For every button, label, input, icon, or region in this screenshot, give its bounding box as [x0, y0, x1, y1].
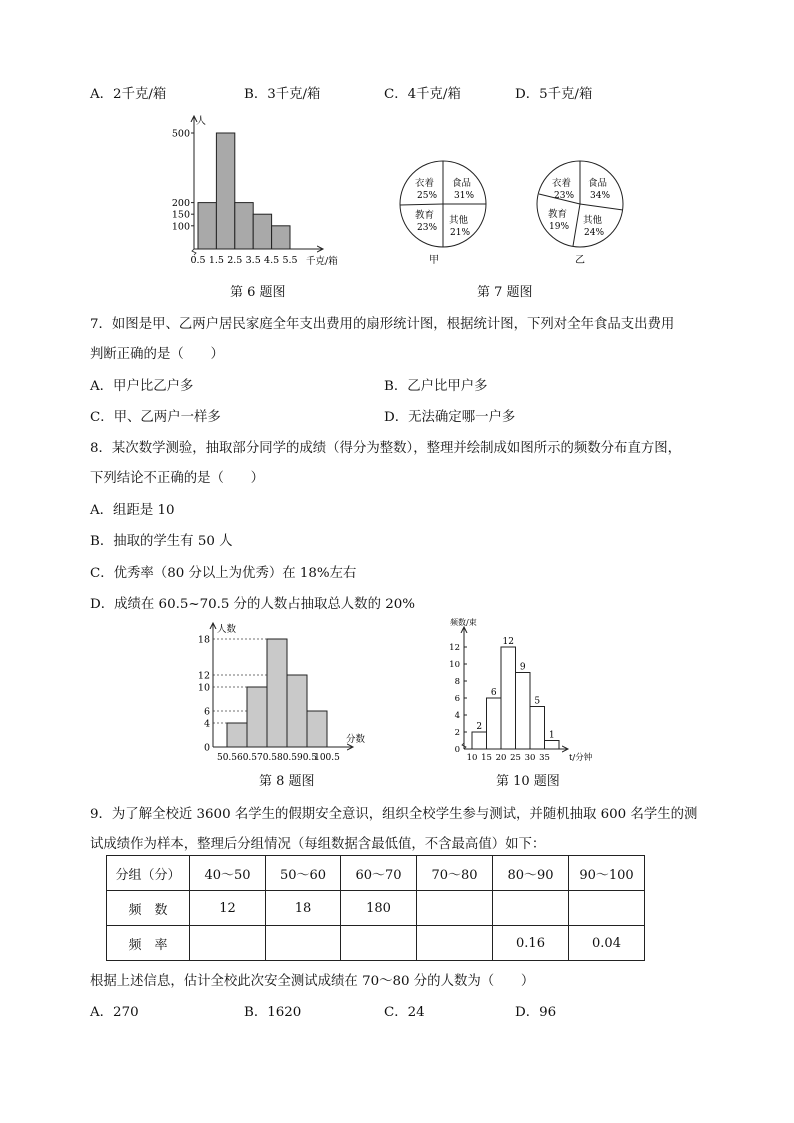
- fig6-ylabel: 人: [196, 116, 206, 127]
- fig6-ytick-label: 500: [171, 128, 190, 140]
- q9-cell: 18: [266, 891, 341, 926]
- q8-option-c: C．优秀率（80 分以上为优秀）在 18%左右: [90, 566, 357, 581]
- q9-option-b: B．1620: [244, 1005, 302, 1020]
- fig8-xlabel: 分数: [346, 734, 366, 745]
- fig6-bar: [216, 133, 234, 249]
- q9-cell: 0.16: [493, 926, 569, 961]
- q9-table-row-frequency: [107, 891, 645, 926]
- fig6-xtick-label: 0.5: [190, 255, 206, 266]
- fig8-caption: 第 8 题图: [259, 774, 315, 789]
- fig10-xtick-label: 10: [466, 753, 478, 763]
- fig6-xlabel: 千克/箱: [306, 256, 338, 267]
- fig10-bar-label: 6: [490, 688, 497, 698]
- fig10-xtick-label: 30: [524, 753, 536, 763]
- fig8-ytick-label: 10: [197, 682, 210, 694]
- q9-cell: 频 率: [107, 926, 190, 961]
- yi-name-other: 其他: [583, 215, 603, 226]
- q9-cell: 频 数: [107, 891, 190, 926]
- q9-cell: [493, 891, 569, 926]
- fig8-ytick-label: 4: [203, 718, 210, 730]
- fig6-bar: [253, 214, 271, 249]
- fig6-histogram: [165, 112, 365, 270]
- q6-option-b: B．3千克/箱: [244, 87, 321, 102]
- q9-stem-line1: 9．为了解全校近 3600 名学生的假期安全意识，组织全校学生参与测试，并随机抽取 600 名学生的测: [90, 807, 698, 822]
- fig8-bar: [247, 687, 267, 747]
- q9-header-cell: 60～70: [341, 856, 417, 891]
- jia-pct-food: 31%: [454, 191, 475, 201]
- q9-header-cell: 90～100: [569, 856, 645, 891]
- fig10-ylabel: 频数/束: [450, 618, 477, 627]
- fig10-xtick-label: 35: [539, 753, 550, 763]
- q9-cell: [341, 926, 417, 961]
- q9-stem-line2: 试成绩作为样本，整理后分组情况（每组数据含最低值，不含最高值）如下：: [90, 837, 546, 852]
- q9-option-d: D．96: [515, 1005, 557, 1020]
- jia-name-other: 其他: [449, 215, 469, 226]
- fig8-xtick-label: 80.5: [276, 753, 298, 762]
- fig6-xtick-label: 2.5: [227, 255, 243, 266]
- yi-name-education: 教育: [548, 209, 568, 220]
- fig10-bar-label: 5: [534, 696, 541, 707]
- q8-stem-line2: 下列结论不正确的是（ ）: [90, 471, 265, 486]
- q6-option-c: C．4千克/箱: [384, 87, 461, 102]
- fig10-ytick-label: 12: [449, 643, 460, 653]
- q6-option-a: A．2千克/箱: [90, 87, 167, 102]
- fig6-xtick-label: 3.5: [245, 255, 261, 266]
- fig6-ytick-label: 150: [171, 209, 190, 221]
- q7-option-b: B．乙户比甲户多: [384, 379, 488, 394]
- fig10-xtick-label: 20: [495, 753, 507, 763]
- fig10-ytick-label: 2: [454, 728, 460, 738]
- jia-name-education: 教育: [415, 210, 435, 221]
- q9-cell: [417, 891, 493, 926]
- fig10-bar: [516, 673, 531, 750]
- fig6-ytick-label: 200: [171, 198, 190, 210]
- fig10-ytick-label: 6: [454, 694, 460, 704]
- fig10-bar: [487, 698, 502, 749]
- yi-name-food: 食品: [588, 178, 608, 189]
- jia-pct-education: 23%: [417, 223, 438, 233]
- fig10-bar: [472, 732, 487, 749]
- fig8-bar: [227, 723, 247, 747]
- fig6-xtick-label: 1.5: [208, 255, 224, 266]
- fig6-xtick-label: 5.5: [282, 255, 298, 266]
- q9-cell: [417, 926, 493, 961]
- q7-stem-line1: 7．如图是甲、乙两户居民家庭全年支出费用的扇形统计图，根据统计图，下列对全年食品支出费用: [90, 317, 675, 332]
- fig8-bar: [307, 711, 327, 747]
- fig10-bar-label: 1: [548, 730, 555, 741]
- q8-option-a: A．组距是 10: [90, 503, 175, 518]
- jia-pct-clothing: 25%: [417, 191, 438, 201]
- fig10-bar: [545, 741, 560, 750]
- fig7-caption: 第 7 题图: [477, 285, 533, 300]
- q6-option-d: D．5千克/箱: [515, 87, 593, 102]
- yi-pct-food: 34%: [590, 191, 611, 201]
- q9-cell: 12: [190, 891, 266, 926]
- fig10-ytick-label: 8: [454, 677, 460, 687]
- fig10-ytick-label: 0: [454, 745, 460, 755]
- q7-option-d: D．无法确定哪一户多: [384, 410, 516, 425]
- q9-table-header-row: [107, 856, 645, 891]
- q9-header-cell: 分组（分）: [107, 856, 190, 891]
- fig10-xtick-label: 25: [510, 753, 521, 763]
- q9-cell: [266, 926, 341, 961]
- q9-header-cell: 80～90: [493, 856, 569, 891]
- fig10-bar: [530, 707, 545, 750]
- jia-name-clothing: 衣着: [415, 178, 435, 189]
- yi-pct-clothing: 23%: [554, 191, 575, 201]
- fig10-xtick-label: 15: [481, 753, 492, 763]
- fig8-xtick-label: 60.5: [236, 753, 258, 762]
- q8-option-b: B．抽取的学生有 50 人: [90, 534, 233, 549]
- q9-cell: 0.04: [569, 926, 645, 961]
- fig8-xtick-label: 100.5: [314, 753, 340, 762]
- fig6-bar: [272, 226, 290, 249]
- fig10-bar-label: 9: [519, 662, 526, 673]
- q9-stem-line3: 根据上述信息，估计全校此次安全测试成绩在 70～80 分的人数为（ ）: [90, 974, 535, 989]
- fig6-bar: [235, 203, 253, 249]
- yi-label: 乙: [575, 255, 585, 266]
- q8-option-d: D．成绩在 60.5~70.5 分的人数占抽取总人数的 20%: [90, 597, 415, 612]
- fig6-bar: [198, 203, 216, 249]
- fig8-ytick-label: 18: [197, 634, 210, 646]
- q8-stem-line1: 8．某次数学测验，抽取部分同学的成绩（得分为整数），整理并绘制成如图所示的频数分布直方图，: [90, 441, 682, 456]
- yi-pct-other: 24%: [584, 228, 605, 238]
- fig10-bar-label: 2: [476, 722, 483, 732]
- fig8-bar: [287, 675, 307, 747]
- q9-header-cell: 70～80: [417, 856, 493, 891]
- fig6-caption: 第 6 题图: [230, 285, 286, 300]
- fig6-ytick-label: 100: [171, 221, 190, 233]
- fig7-pie-jia: [395, 157, 491, 269]
- q9-option-a: A．270: [90, 1005, 139, 1020]
- fig8-xtick-label: 50.5: [216, 753, 238, 762]
- yi-name-clothing: 衣着: [552, 178, 572, 189]
- q7-stem-line2: 判断正确的是（ ）: [90, 347, 224, 362]
- fig10-bar: [501, 647, 516, 749]
- jia-name-food: 食品: [452, 178, 472, 189]
- q9-table-row-rate: [107, 926, 645, 961]
- q9-cell: [569, 891, 645, 926]
- q7-option-c: C．甲、乙两户一样多: [90, 410, 221, 425]
- yi-pct-education: 19%: [549, 222, 570, 232]
- fig8-ylabel: 人数: [217, 624, 237, 635]
- fig10-xlabel: t/分钟: [569, 753, 593, 763]
- fig10-histogram: [440, 615, 630, 765]
- q9-option-c: C．24: [384, 1005, 425, 1020]
- q9-header-cell: 50～60: [266, 856, 341, 891]
- fig8-bar: [267, 639, 287, 747]
- jia-pct-other: 21%: [450, 228, 471, 238]
- fig8-xtick-label: 90.5: [296, 753, 318, 762]
- q9-header-cell: 40～50: [190, 856, 266, 891]
- fig8-xtick-label: 70.5: [256, 753, 278, 762]
- q9-table: [106, 855, 645, 961]
- fig10-ytick-label: 4: [454, 711, 460, 721]
- fig8-ytick-label: 6: [203, 706, 210, 718]
- q9-cell: [190, 926, 266, 961]
- fig8-ytick-label: 0: [203, 742, 210, 754]
- q9-cell: 180: [341, 891, 417, 926]
- fig8-ytick-label: 12: [197, 670, 210, 682]
- jia-label: 甲: [429, 255, 439, 266]
- fig7-pie-yi: [532, 157, 628, 269]
- fig10-bar-label: 12: [502, 637, 514, 647]
- fig10-caption: 第 10 题图: [496, 774, 560, 789]
- fig8-histogram: [195, 620, 375, 762]
- fig10-ytick-label: 10: [449, 660, 460, 670]
- q7-option-a: A．甲户比乙户多: [90, 379, 194, 394]
- fig6-xtick-label: 4.5: [264, 255, 280, 266]
